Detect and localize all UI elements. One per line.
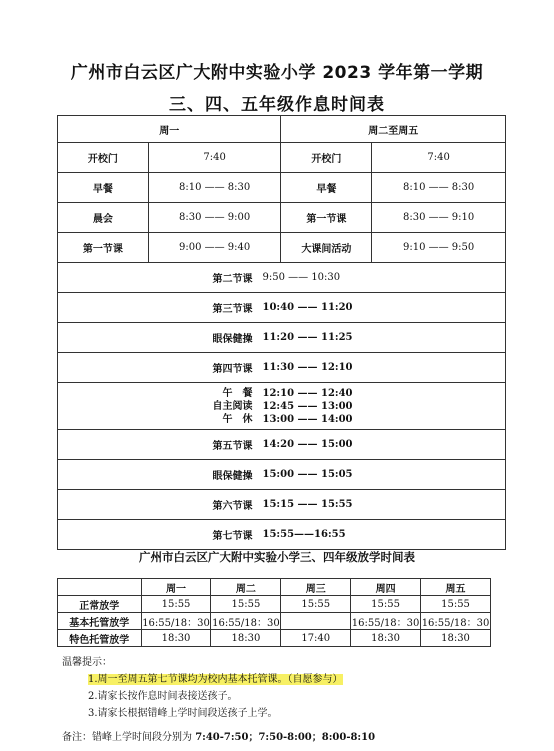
row-time: 9:00 —— 9:40: [148, 233, 281, 263]
period-name: 第三节课: [212, 304, 253, 315]
period-time: 9:50 —— 10:30: [262, 272, 341, 283]
period-time: 15:55——16:55: [262, 529, 346, 540]
period-time: 15:15 —— 15:55: [262, 499, 353, 510]
day-header: 周四: [351, 579, 421, 596]
period-time: 11:20 —— 11:25: [262, 332, 353, 343]
period-time: 12:10 —— 12:40: [262, 387, 353, 399]
schedule-row: [58, 490, 506, 520]
row-name: 第一节课: [58, 233, 149, 263]
row-label: 基本托管放学: [58, 613, 142, 630]
footnote-prefix: 备注：错峰上学时间段分别为: [62, 732, 196, 743]
row-name: 早餐: [281, 173, 372, 203]
time-cell: 17:40: [281, 630, 351, 647]
day-header: 周二: [211, 579, 281, 596]
row-time: 7:40: [372, 143, 506, 173]
row-label: 正常放学: [58, 596, 142, 613]
footnote: [62, 728, 375, 743]
time-cell: 16:55/18：30: [351, 613, 421, 630]
row-time: 8:30 —— 9:10: [372, 203, 506, 233]
period-time: 12:45 —— 13:00: [262, 400, 353, 412]
period-name: 自主阅读: [212, 400, 253, 412]
time-cell: 16:55/18：30: [211, 613, 281, 630]
time-cell: 15:55: [351, 596, 421, 613]
time-cell: [281, 613, 351, 630]
period-name: 第四节课: [212, 364, 253, 375]
period-time: 13:00 —— 14:00: [262, 413, 353, 425]
time-cell: 16:55/18：30: [141, 613, 211, 630]
schedule-row: [58, 323, 506, 353]
footnote-times: 7:40-7:50；7:50-8:00；8:00-8:10: [195, 732, 376, 743]
row-name: 早餐: [58, 173, 149, 203]
note-item-highlighted: 1.周一至周五第七节课均为校内基本托管课。（自愿参与）: [88, 674, 343, 685]
time-cell: 15:55: [211, 596, 281, 613]
lunch-block: [58, 383, 506, 430]
schedule-row: [58, 353, 506, 383]
day-header: 周五: [421, 579, 491, 596]
schedule-row: [58, 263, 506, 293]
header-monday: 周一: [58, 116, 281, 143]
period-name: 眼保健操: [212, 334, 253, 345]
period-name: 第七节课: [212, 531, 253, 542]
row-name: 晨会: [58, 203, 149, 233]
schedule-table: [57, 115, 506, 550]
time-cell: 18:30: [351, 630, 421, 647]
row-name: 第一节课: [281, 203, 372, 233]
time-cell: 16:55/18：30: [421, 613, 491, 630]
schedule-row: [58, 293, 506, 323]
corner-cell: [58, 579, 142, 596]
period-name: 第六节课: [212, 501, 253, 512]
row-time: 8:10 —— 8:30: [148, 173, 281, 203]
row-time: 9:10 —— 9:50: [372, 233, 506, 263]
row-time: 8:30 —— 9:00: [148, 203, 281, 233]
period-name: 第二节课: [212, 274, 253, 285]
dismissal-title: 广州市白云区广大附中实验小学三、四年级放学时间表: [139, 550, 415, 564]
time-cell: 15:55: [141, 596, 211, 613]
note-item: 2.请家长按作息时间表接送孩子。: [88, 691, 238, 702]
schedule-row: [58, 430, 506, 460]
header-tue-fri: 周二至周五: [281, 116, 506, 143]
row-time: 8:10 —— 8:30: [372, 173, 506, 203]
row-name: 开校门: [58, 143, 149, 173]
notes-section: [62, 654, 343, 722]
day-header: 周一: [141, 579, 211, 596]
time-cell: 15:55: [421, 596, 491, 613]
row-name: 大课间活动: [281, 233, 372, 263]
period-time: 14:20 —— 15:00: [262, 439, 353, 450]
row-label: 特色托管放学: [58, 630, 142, 647]
day-header: 周三: [281, 579, 351, 596]
schedule-row: [58, 520, 506, 550]
period-name: 第五节课: [212, 441, 253, 452]
document-title-line2: 三、四、五年级作息时间表: [169, 95, 385, 115]
period-time: 15:00 —— 15:05: [262, 469, 353, 480]
document-title-line1: 广州市白云区广大附中实验小学 2023 学年第一学期: [70, 63, 484, 83]
period-name: 午 餐: [222, 387, 253, 399]
schedule-row: [58, 460, 506, 490]
period-name: 午 休: [222, 413, 253, 425]
time-cell: 18:30: [211, 630, 281, 647]
dismissal-table: [57, 578, 491, 647]
time-cell: 18:30: [421, 630, 491, 647]
period-name: 眼保健操: [212, 471, 253, 482]
row-name: 开校门: [281, 143, 372, 173]
time-cell: 15:55: [281, 596, 351, 613]
period-time: 11:30 —— 12:10: [262, 362, 353, 373]
row-time: 7:40: [148, 143, 281, 173]
time-cell: 18:30: [141, 630, 211, 647]
notes-heading: 温馨提示：: [62, 657, 112, 668]
period-time: 10:40 —— 11:20: [262, 302, 353, 313]
note-item: 3.请家长根据错峰上学时间段送孩子上学。: [88, 708, 278, 719]
